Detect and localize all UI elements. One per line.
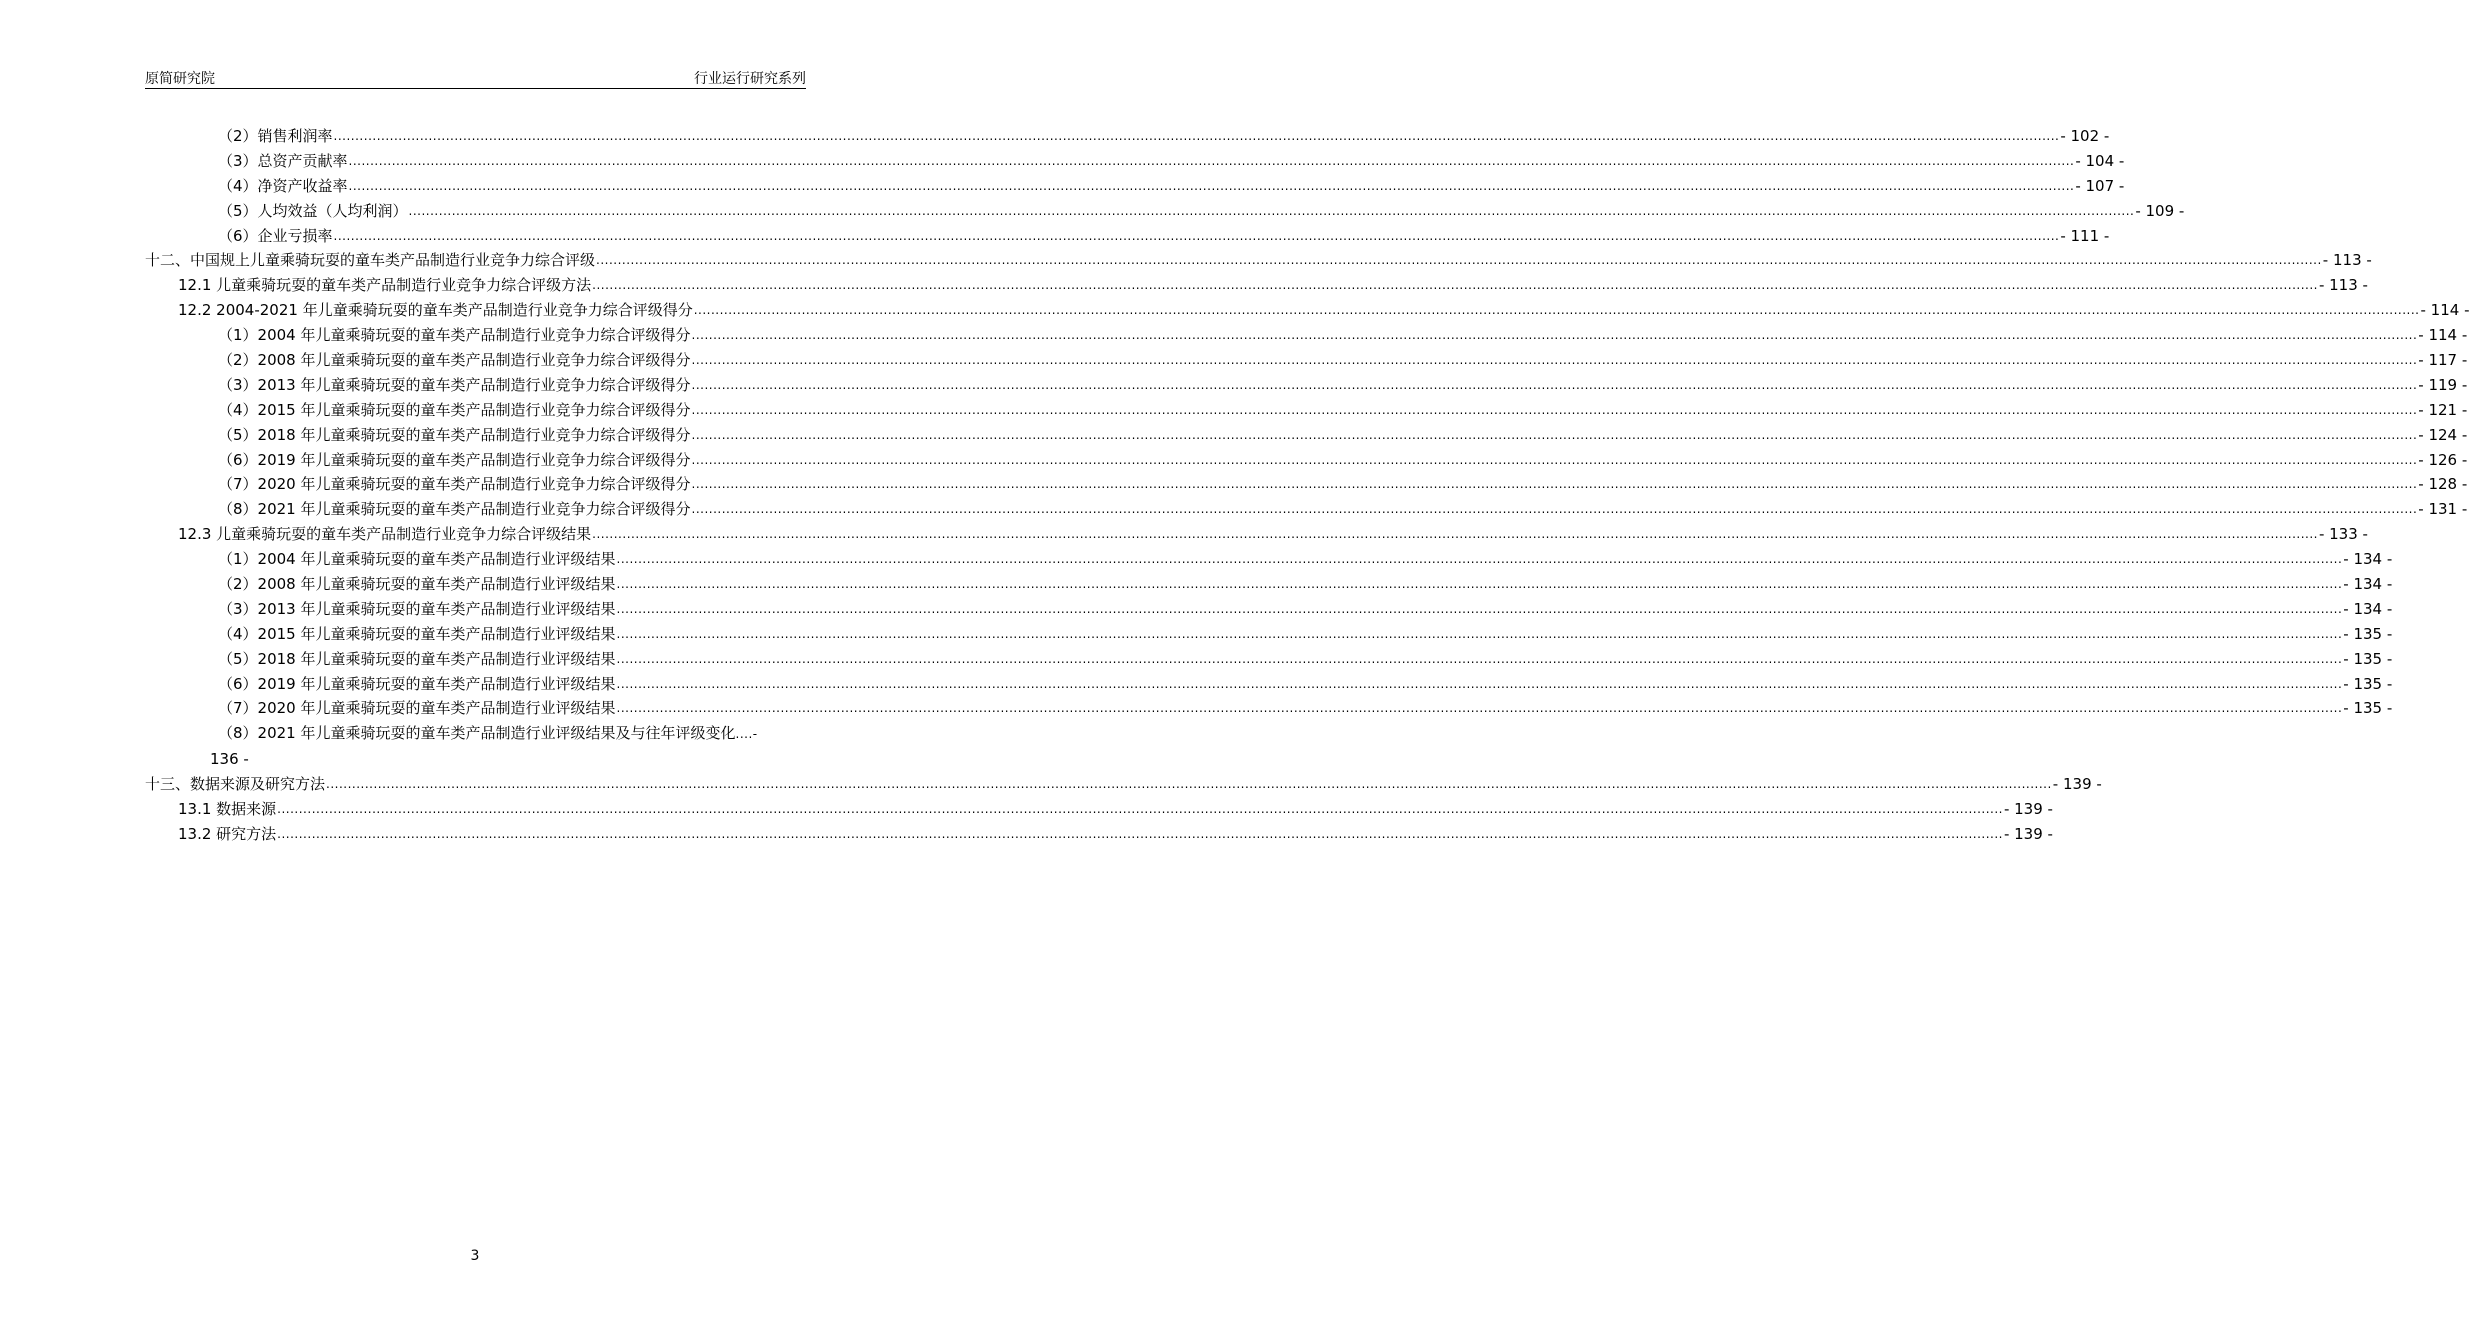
toc-leader-dots: ................................................................................................................................................................................................................................................................................................................................................................................................................	[616, 701, 2343, 716]
table-of-contents	[145, 124, 2469, 847]
toc-leader-dots: ................................................................................................................................................................................................................................................................................................................................................................................................................	[691, 502, 2418, 517]
toc-leader-dots: ................................................................................................................................................................................................................................................................................................................................................................................................................	[616, 676, 2343, 691]
toc-leader-dots: ................................................................................................................................................................................................................................................................................................................................................................................................................	[691, 377, 2418, 392]
toc-entry[interactable]	[145, 248, 2372, 273]
toc-entry-page: - 104 -	[2075, 151, 2125, 170]
toc-entry-title: （8）2021 年儿童乘骑玩耍的童车类产品制造行业竞争力综合评级得分	[218, 500, 691, 519]
toc-entry[interactable]	[145, 124, 2110, 149]
toc-leader-dots: ................................................................................................................................................................................................................................................................................................................................................................................................................	[616, 626, 2343, 641]
toc-leader-dots: ................................................................................................................................................................................................................................................................................................................................................................................................................	[277, 826, 2003, 841]
toc-entry[interactable]	[145, 672, 2393, 697]
toc-entry-page: - 135 -	[2343, 674, 2393, 693]
header-right-title: 行业运行研究系列	[694, 71, 806, 87]
toc-entry[interactable]	[145, 373, 2468, 398]
toc-entry-page: - 111 -	[2060, 226, 2110, 245]
toc-entry[interactable]	[145, 423, 2468, 448]
toc-entry[interactable]	[145, 448, 2468, 473]
toc-leader-dots: ................................................................................................................................................................................................................................................................................................................................................................................................................	[691, 477, 2418, 492]
toc-entry[interactable]	[145, 398, 2468, 423]
toc-entry-page: - 107 -	[2075, 176, 2125, 195]
toc-entry-line	[218, 721, 806, 747]
toc-entry-page: - 135 -	[2343, 624, 2393, 643]
toc-entry-page: - 135 -	[2343, 699, 2393, 718]
toc-entry-title: （7）2020 年儿童乘骑玩耍的童车类产品制造行业竞争力综合评级得分	[218, 475, 691, 494]
toc-entry-page: - 139 -	[2052, 775, 2102, 794]
toc-entry-title: 13.2 研究方法	[178, 824, 277, 843]
toc-leader-dots: ................................................................................................................................................................................................................................................................................................................................................................................................................	[693, 303, 2420, 318]
page-header	[145, 66, 806, 89]
toc-leader-dots: ................................................................................................................................................................................................................................................................................................................................................................................................................	[691, 427, 2418, 442]
toc-entry[interactable]	[145, 199, 2185, 224]
toc-leader-dots: ................................................................................................................................................................................................................................................................................................................................................................................................................	[592, 527, 2318, 542]
toc-entry-title: （2）销售利润率	[218, 127, 333, 145]
toc-entry-page: - 102 -	[2060, 127, 2110, 145]
toc-entry-title: （5）2018 年儿童乘骑玩耍的童车类产品制造行业评级结果	[218, 649, 616, 668]
toc-leader-dots: ................................................................................................................................................................................................................................................................................................................................................................................................................	[616, 552, 2343, 567]
toc-entry-page: - 119 -	[2418, 375, 2468, 394]
toc-entry-page: - 114 -	[2420, 301, 2469, 320]
toc-leader-dots: ................................................................................................................................................................................................................................................................................................................................................................................................................	[333, 129, 2060, 143]
toc-leader-dots: ................................................................................................................................................................................................................................................................................................................................................................................................................	[616, 651, 2343, 666]
toc-entry[interactable]	[145, 472, 2468, 497]
toc-entry-title: （3）2013 年儿童乘骑玩耍的童车类产品制造行业评级结果	[218, 599, 616, 618]
toc-entry-title: （7）2020 年儿童乘骑玩耍的童车类产品制造行业评级结果	[218, 699, 616, 718]
toc-entry-page: - 134 -	[2343, 599, 2393, 618]
toc-entry[interactable]	[145, 348, 2468, 373]
toc-entry[interactable]	[145, 597, 2393, 622]
toc-entry-title: 十二、中国规上儿童乘骑玩耍的童车类产品制造行业竞争力综合评级	[145, 251, 596, 270]
toc-entry-title: （4）2015 年儿童乘骑玩耍的童车类产品制造行业评级结果	[218, 624, 616, 643]
toc-entry-title: （4）净资产收益率	[218, 176, 348, 195]
toc-entry-page: 136 -	[210, 750, 249, 769]
toc-entry[interactable]	[145, 547, 2393, 572]
toc-entry-page: - 131 -	[2418, 500, 2468, 519]
toc-entry-title: （8）2021 年儿童乘骑玩耍的童车类产品制造行业评级结果及与往年评级变化	[218, 724, 736, 743]
toc-entry[interactable]	[145, 497, 2468, 522]
toc-entry[interactable]	[145, 323, 2468, 348]
toc-leader-dots: ................................................................................................................................................................................................................................................................................................................................................................................................................	[616, 577, 2343, 592]
toc-entry[interactable]	[145, 572, 2393, 597]
toc-entry[interactable]	[145, 522, 2368, 547]
toc-entry-page: - 121 -	[2418, 400, 2468, 419]
toc-leader-dots: ................................................................................................................................................................................................................................................................................................................................................................................................................	[348, 178, 2075, 193]
toc-leader-dots: ....-	[735, 727, 758, 742]
toc-entry[interactable]	[145, 797, 2053, 822]
toc-leader-dots: ................................................................................................................................................................................................................................................................................................................................................................................................................	[691, 402, 2418, 417]
toc-leader-dots: ................................................................................................................................................................................................................................................................................................................................................................................................................	[592, 278, 2318, 293]
toc-leader-dots: ................................................................................................................................................................................................................................................................................................................................................................................................................	[596, 253, 2322, 268]
toc-leader-dots: ................................................................................................................................................................................................................................................................................................................................................................................................................	[348, 153, 2075, 168]
toc-leader-dots: ................................................................................................................................................................................................................................................................................................................................................................................................................	[616, 601, 2343, 616]
toc-leader-dots: ................................................................................................................................................................................................................................................................................................................................................................................................................	[691, 452, 2418, 467]
toc-entry-page: - 113 -	[2318, 276, 2368, 295]
toc-entry-title: 十三、数据来源及研究方法	[145, 775, 326, 794]
toc-entry-title: 12.3 儿童乘骑玩耍的童车类产品制造行业竞争力综合评级结果	[178, 525, 592, 544]
toc-entry-page: - 126 -	[2418, 450, 2468, 469]
toc-entry-title: （3）2013 年儿童乘骑玩耍的童车类产品制造行业竞争力综合评级得分	[218, 375, 691, 394]
page-number: 3	[470, 1248, 480, 1264]
toc-entry-page: - 135 -	[2343, 649, 2393, 668]
toc-entry-title: （6）企业亏损率	[218, 226, 333, 245]
toc-entry-page: - 124 -	[2418, 425, 2468, 444]
header-left-title: 原简研究院	[145, 71, 215, 87]
toc-entry[interactable]	[145, 298, 2469, 323]
toc-entry-title: （5）2018 年儿童乘骑玩耍的童车类产品制造行业竞争力综合评级得分	[218, 425, 691, 444]
toc-entry-title: （2）2008 年儿童乘骑玩耍的童车类产品制造行业评级结果	[218, 575, 616, 594]
toc-entry-title: （3）总资产贡献率	[218, 151, 348, 170]
toc-entry-page: - 117 -	[2418, 351, 2468, 370]
toc-entry[interactable]	[145, 224, 2110, 249]
toc-entry[interactable]	[145, 149, 2125, 174]
toc-entry-title: （6）2019 年儿童乘骑玩耍的童车类产品制造行业竞争力综合评级得分	[218, 450, 691, 469]
toc-leader-dots: ................................................................................................................................................................................................................................................................................................................................................................................................................	[333, 228, 2060, 243]
toc-entry-title: 12.1 儿童乘骑玩耍的童车类产品制造行业竞争力综合评级方法	[178, 276, 592, 295]
toc-entry-page: - 113 -	[2322, 251, 2372, 270]
toc-entry[interactable]	[145, 174, 2125, 199]
toc-entry-page: - 128 -	[2418, 475, 2468, 494]
toc-leader-dots: ................................................................................................................................................................................................................................................................................................................................................................................................................	[691, 353, 2418, 368]
toc-entry-title: （5）人均效益（人均利润）	[218, 201, 408, 220]
toc-entry[interactable]	[145, 721, 806, 772]
toc-leader-dots: ................................................................................................................................................................................................................................................................................................................................................................................................................	[408, 203, 2135, 218]
toc-entry-page: - 114 -	[2418, 326, 2468, 345]
toc-entry[interactable]	[145, 622, 2393, 647]
toc-entry-page: - 133 -	[2318, 525, 2368, 544]
toc-leader-dots: ................................................................................................................................................................................................................................................................................................................................................................................................................	[277, 802, 2003, 817]
toc-entry-title: （6）2019 年儿童乘骑玩耍的童车类产品制造行业评级结果	[218, 674, 616, 693]
toc-entry-page: - 139 -	[2003, 824, 2053, 843]
toc-entry[interactable]	[145, 696, 2393, 721]
toc-entry-page: - 134 -	[2343, 550, 2393, 569]
toc-entry-title: 13.1 数据来源	[178, 800, 277, 819]
toc-entry-title: （1）2004 年儿童乘骑玩耍的童车类产品制造行业竞争力综合评级得分	[218, 326, 691, 345]
toc-entry-page: - 139 -	[2003, 800, 2053, 819]
toc-entry[interactable]	[145, 647, 2393, 672]
toc-leader-dots: ................................................................................................................................................................................................................................................................................................................................................................................................................	[326, 777, 2052, 792]
toc-entry[interactable]	[145, 822, 2053, 847]
toc-entry-title: 12.2 2004-2021 年儿童乘骑玩耍的童车类产品制造行业竞争力综合评级得分	[178, 301, 693, 320]
toc-entry[interactable]	[145, 273, 2368, 298]
toc-entry-page: - 134 -	[2343, 575, 2393, 594]
toc-entry-title: （1）2004 年儿童乘骑玩耍的童车类产品制造行业评级结果	[218, 550, 616, 569]
toc-leader-dots: ................................................................................................................................................................................................................................................................................................................................................................................................................	[691, 328, 2418, 343]
toc-entry-title: （4）2015 年儿童乘骑玩耍的童车类产品制造行业竞争力综合评级得分	[218, 400, 691, 419]
toc-entry[interactable]	[145, 772, 2102, 797]
toc-entry-page: - 109 -	[2135, 201, 2185, 220]
toc-entry-title: （2）2008 年儿童乘骑玩耍的童车类产品制造行业竞争力综合评级得分	[218, 351, 691, 370]
